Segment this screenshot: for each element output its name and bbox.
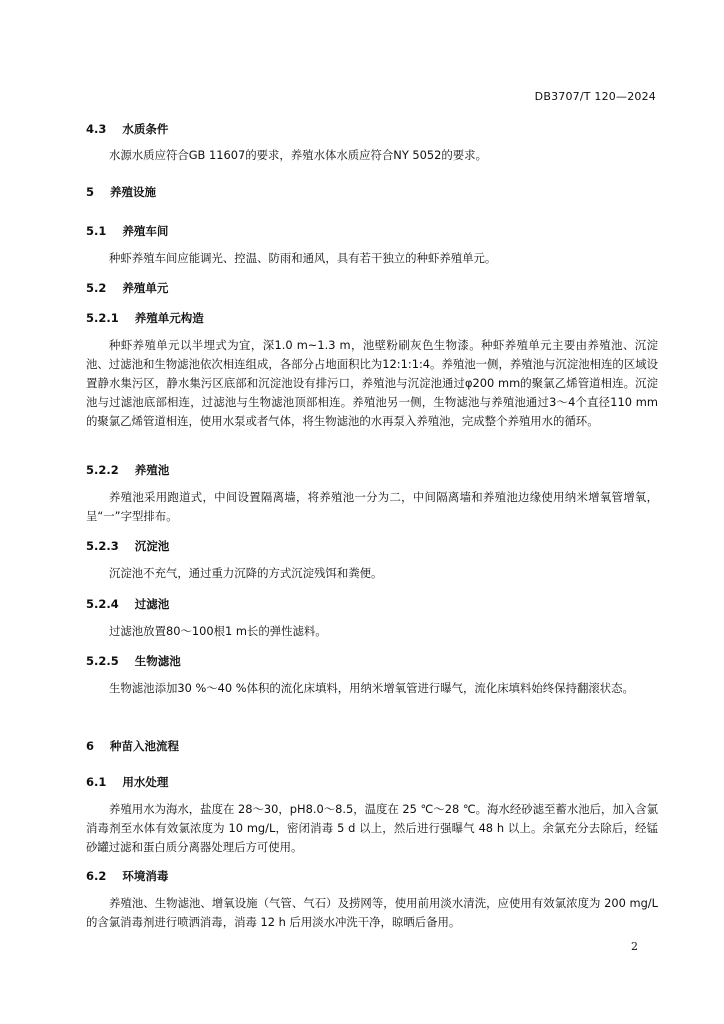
section-heading-5-2-4 bbox=[86, 596, 658, 612]
section-number: 5.2.3 bbox=[86, 539, 119, 553]
section-heading-5-2-5 bbox=[86, 653, 658, 669]
paragraph-unit-structure: 种虾养殖单元以半埋式为宜，深1.0 m~1.3 m，池壁粉刷灰色生物漆。种虾养殖单元主要由养殖池、沉淀池、过滤池和生物滤池依次相连组成，各部分占地面积比为12:1:1:4。养殖池一侧，养殖池与沉淀池相连的区域设置静水集污区，静水集污区底部和沉淀池设有排污口，养殖池与沉淀池通过φ200 mm的聚氯乙烯管道相连。沉淀池与过滤池底部相连，过滤池与生物滤池顶部相连。养殖池另一侧，生物滤池与养殖池通过3～4个直径110 mm的聚氯乙烯管道相连，使用水泵或者气体，将生物滤池的水再泵入养殖池，完成整个养殖用水的循环。 bbox=[86, 338, 658, 428]
document-id: DB3707/T 120—2024 bbox=[534, 90, 656, 103]
section-heading-5 bbox=[86, 184, 658, 200]
page-number: 2 bbox=[631, 940, 638, 953]
section-title: 养殖单元构造 bbox=[134, 311, 204, 325]
section-title: 生物滤池 bbox=[134, 654, 181, 668]
paragraph-culture-pond: 养殖池采用跑道式，中间设置隔离墙，将养殖池一分为二，中间隔离墙和养殖池边缘使用纳米增氧管增氧，呈“一”字型排布。 bbox=[86, 490, 658, 523]
paragraph-water-quality: 水源水质应符合GB 11607的要求，养殖水体水质应符合NY 5052的要求。 bbox=[109, 148, 487, 162]
section-title: 养殖设施 bbox=[110, 185, 157, 199]
section-title: 养殖车间 bbox=[122, 224, 169, 238]
section-title: 养殖单元 bbox=[122, 281, 169, 295]
section-title: 用水处理 bbox=[122, 775, 169, 789]
section-title: 养殖池 bbox=[134, 463, 170, 477]
section-number: 5.2 bbox=[86, 281, 107, 295]
paragraph-biofilter: 生物滤池添加30 %～40 %体积的流化床填料，用纳米增氧管进行曝气，流化床填料始终保持翻滚状态。 bbox=[109, 681, 634, 695]
section-title: 环境消毒 bbox=[122, 869, 169, 883]
paragraph-sedimentation: 沉淀池不充气，通过重力沉降的方式沉淀残饵和粪便。 bbox=[109, 566, 383, 580]
section-heading-6-2 bbox=[86, 868, 658, 884]
section-heading-6-1 bbox=[86, 774, 658, 790]
section-number: 6.1 bbox=[86, 775, 107, 789]
paragraph-filter: 过滤池放置80～100根1 m长的弹性滤料。 bbox=[109, 624, 327, 638]
section-title: 水质条件 bbox=[122, 122, 169, 136]
section-heading-6 bbox=[86, 738, 658, 754]
section-title: 过滤池 bbox=[134, 597, 170, 611]
paragraph-workshop: 种虾养殖车间应能调光、控温、防雨和通风，具有若干独立的种虾养殖单元。 bbox=[109, 251, 497, 265]
section-title: 种苗入池流程 bbox=[110, 739, 180, 753]
section-number: 5.2.4 bbox=[86, 597, 119, 611]
section-number: 5.2.2 bbox=[86, 463, 119, 477]
section-number: 4.3 bbox=[86, 122, 107, 136]
section-number: 5.2.5 bbox=[86, 654, 119, 668]
paragraph-water-treatment: 养殖用水为海水，盐度在 28～30，pH8.0～8.5，温度在 25 ℃～28 ℃。海水经砂滤至蓄水池后，加入含氯消毒剂至水体有效氯浓度为 10 mg/L，密闭消毒 5 d 以上，然后进行强曝气 48 h 以上。余氯充分去除后，经锰砂罐过滤和蛋白质分离器处理后方可使用。 bbox=[86, 802, 658, 854]
section-number: 5.2.1 bbox=[86, 311, 119, 325]
section-number: 6 bbox=[86, 739, 95, 753]
section-heading-5-1 bbox=[86, 223, 658, 239]
section-heading-5-2-3 bbox=[86, 538, 658, 554]
section-heading-5-2 bbox=[86, 280, 658, 296]
section-number: 5.1 bbox=[86, 224, 107, 238]
section-heading-5-2-2 bbox=[86, 462, 658, 478]
section-number: 6.2 bbox=[86, 869, 107, 883]
section-title: 沉淀池 bbox=[134, 539, 170, 553]
section-number: 5 bbox=[86, 185, 95, 199]
section-heading-4-3 bbox=[86, 121, 658, 137]
section-heading-5-2-1 bbox=[86, 310, 658, 326]
paragraph-disinfection: 养殖池、生物滤池、增氧设施（气管、气石）及捞网等，使用前用淡水清洗，应使用有效氯浓度为 200 mg/L 的含氯消毒剂进行喷洒消毒，消毒 12 h 后用淡水冲洗干净，晾晒后备用。 bbox=[86, 896, 658, 929]
